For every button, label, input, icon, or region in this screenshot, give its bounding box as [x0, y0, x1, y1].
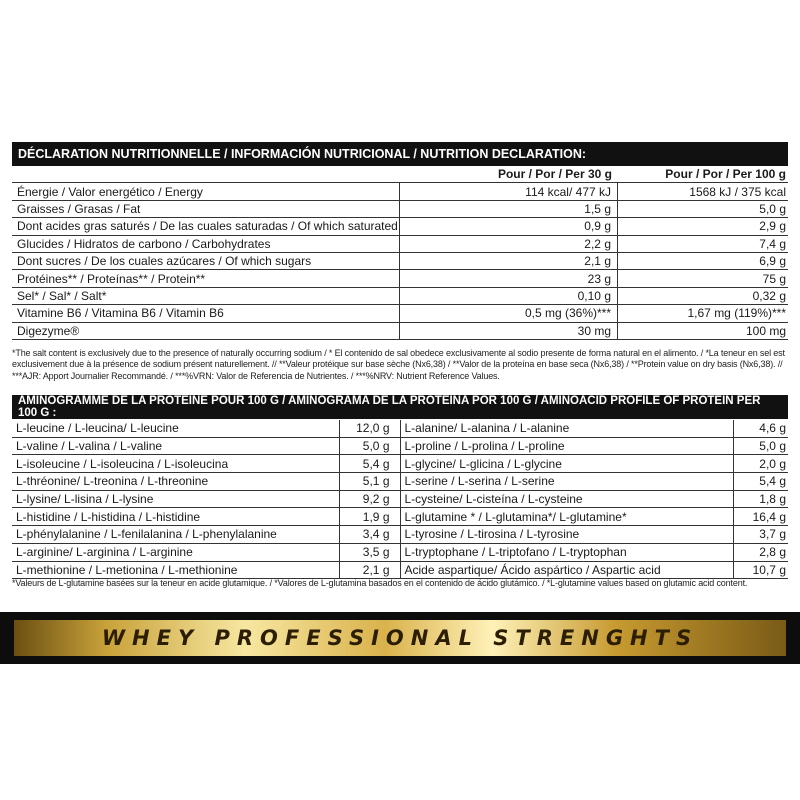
value-per-30g: 23 g [400, 270, 618, 286]
amino-value: 9,2 g [362, 492, 390, 507]
value-per-30g: 114 kcal/ 477 kJ [400, 183, 618, 199]
value-per-100g: 5,0 g [759, 201, 786, 216]
amino-value: 4,6 g [759, 421, 786, 436]
amino-label: L-tyrosine / L-tirosina / L-tyrosine [401, 526, 735, 543]
amino-label: L-alanine/ L-alanina / L-alanine [401, 420, 735, 437]
amino-label: L-histidine / L-histidina / L-histidine [12, 508, 340, 525]
amino-header-text: AMINOGRAMME DE LA PROTÉINE POUR 100 G / AMINOGRAMA DE LA PROTEÍNA POR 100 G / AMINOACID PROFILE OF PROTEIN PER 100 G : [18, 395, 761, 419]
amino-value: 3,4 g [362, 527, 390, 542]
value-per-30g: 30 mg [400, 323, 618, 339]
amino-left-column [12, 420, 400, 579]
amino-label: L-lysine/ L-lisina / L-lysine [12, 491, 340, 508]
amino-row [12, 526, 400, 544]
nutrient-label: Graisses / Grasas / Fat [12, 201, 400, 217]
nutrient-label: Protéines** / Proteínas** / Protein** [12, 270, 400, 286]
value-per-100g: 7,4 g [759, 236, 786, 251]
amino-row [401, 455, 789, 473]
nutrient-label: Glucides / Hidratos de carbono / Carbohydrates [12, 236, 400, 252]
amino-value: 5,4 g [759, 474, 786, 489]
amino-row [401, 508, 789, 526]
nutrition-table [12, 166, 788, 340]
nutrient-label: Sel* / Sal* / Salt* [12, 288, 400, 304]
nutrient-label: Énergie / Valor energético / Energy [12, 183, 400, 199]
nutrition-row [12, 183, 788, 200]
value-per-30g: 0,5 mg (36%)*** [400, 305, 618, 321]
amino-row [401, 562, 789, 580]
nutrient-label: Dont sucres / De los cuales azúcares / Of which sugars [12, 253, 400, 269]
brand-banner [0, 612, 800, 664]
amino-row [12, 455, 400, 473]
nutrition-row [12, 218, 788, 235]
amino-row [401, 438, 789, 456]
amino-label: L-arginine/ L-arginina / L-arginine [12, 544, 340, 561]
amino-row [401, 544, 789, 562]
amino-label: L-valine / L-valina / L-valine [12, 438, 340, 455]
amino-value: 2,1 g [362, 562, 390, 577]
col-per-30g: Pour / Por / Per 30 g [497, 167, 612, 182]
amino-row [12, 562, 400, 580]
nutrient-label: Vitamine B6 / Vitamina B6 / Vitamin B6 [12, 305, 400, 321]
amino-label: L-glycine/ L-glicina / L-glycine [401, 455, 735, 472]
amino-value: 1,9 g [362, 509, 390, 524]
amino-table [12, 420, 788, 579]
amino-label: L-leucine / L-leucina/ L-leucine [12, 420, 340, 437]
nutrition-row [12, 323, 788, 340]
nutrition-row [12, 201, 788, 218]
nutrition-row [12, 288, 788, 305]
amino-label: L-methionine / L-metionina / L-methionine [12, 562, 340, 579]
nutrient-label: Digezyme® [12, 323, 400, 339]
value-per-100g: 2,9 g [759, 219, 786, 234]
amino-value: 3,5 g [362, 545, 390, 560]
amino-label: Acide aspartique/ Ácido aspártico / Aspartic acid [401, 562, 735, 579]
value-per-30g: 1,5 g [400, 201, 618, 217]
amino-value: 5,0 g [362, 439, 390, 454]
nutrition-header [12, 142, 788, 166]
nutrition-table-head [12, 166, 788, 183]
amino-row [12, 491, 400, 509]
amino-value: 5,4 g [362, 456, 390, 471]
col-per-100g: Pour / Por / Per 100 g [665, 167, 786, 182]
nutrition-row [12, 236, 788, 253]
amino-row [401, 473, 789, 491]
amino-value: 12,0 g [356, 421, 390, 436]
amino-label: L-tryptophane / L-triptofano / L-tryptophan [401, 544, 735, 561]
amino-footnote: *Valeurs de L-glutamine basées sur la teneur en acide glutamique. / *Valores de L-glutamina basados en el contenido de ácido glutámico. / *L-glutamine values based on glutamic acid content. [12, 578, 748, 588]
amino-value: 5,1 g [362, 474, 390, 489]
amino-label: L-cysteine/ L-cisteína / L-cysteine [401, 491, 735, 508]
value-per-30g: 0,10 g [400, 288, 618, 304]
amino-value: 16,4 g [752, 509, 786, 524]
amino-row [12, 473, 400, 491]
amino-header [12, 395, 788, 419]
amino-row [401, 526, 789, 544]
value-per-100g: 100 mg [745, 323, 786, 338]
amino-row [12, 438, 400, 456]
amino-value: 1,8 g [759, 492, 786, 507]
nutrition-header-text: DÉCLARATION NUTRITIONNELLE / INFORMACIÓN NUTRICIONAL / NUTRITION DECLARATION: [18, 147, 587, 161]
amino-value: 10,7 g [752, 562, 786, 577]
amino-value: 5,0 g [759, 439, 786, 454]
amino-value: 2,0 g [759, 456, 786, 471]
value-per-100g: 1568 kJ / 375 kcal [689, 184, 786, 199]
nutrition-footnote: *The salt content is exclusively due to the presence of naturally occurring sodium / * El contenido de sal obedece exclusivamente al sodio presente de forma natural en el alimento. / *La teneur en sel est exclusivement due à la présence de sodium présent naturellement. // **Valeur protéique sur base sèche (Nx6,38) / **Valor de la proteína en base seca (Nx6,38) / **Protein value on dry basis (Nx6,38). // ***AJR: Apport Journalier Recommandé. / ***%VRN: Valor de Referencia de Nutrientes. / ***%NRV: Nutrient Reference Values. [12, 348, 785, 381]
amino-row [401, 420, 789, 438]
amino-row [12, 508, 400, 526]
value-per-100g: 75 g [762, 271, 786, 286]
amino-right-column [400, 420, 789, 579]
nutrition-row [12, 270, 788, 287]
value-per-30g: 0,9 g [400, 218, 618, 234]
amino-row [12, 420, 400, 438]
amino-label: L-glutamine * / L-glutamina*/ L-glutamine* [401, 508, 735, 525]
amino-label: L-proline / L-prolina / L-proline [401, 438, 735, 455]
value-per-100g: 0,32 g [752, 288, 786, 303]
amino-row [12, 544, 400, 562]
value-per-30g: 2,1 g [400, 253, 618, 269]
value-per-100g: 6,9 g [759, 254, 786, 269]
value-per-30g: 2,2 g [400, 236, 618, 252]
amino-label: L-isoleucine / L-isoleucina / L-isoleucina [12, 455, 340, 472]
nutrient-label: Dont acides gras saturés / De las cuales saturadas / Of which saturated [12, 218, 400, 234]
amino-value: 3,7 g [759, 527, 786, 542]
banner-text: WHEY PROFESSIONAL STRENGHTS [101, 626, 699, 650]
nutrition-row [12, 253, 788, 270]
amino-value: 2,8 g [759, 545, 786, 560]
amino-row [401, 491, 789, 509]
amino-label: L-thréonine/ L-treonina / L-threonine [12, 473, 340, 490]
value-per-100g: 1,67 mg (119%)*** [687, 306, 786, 321]
nutrition-row [12, 305, 788, 322]
amino-label: L-serine / L-serina / L-serine [401, 473, 735, 490]
amino-label: L-phénylalanine / L-fenilalanina / L-phenylalanine [12, 526, 340, 543]
